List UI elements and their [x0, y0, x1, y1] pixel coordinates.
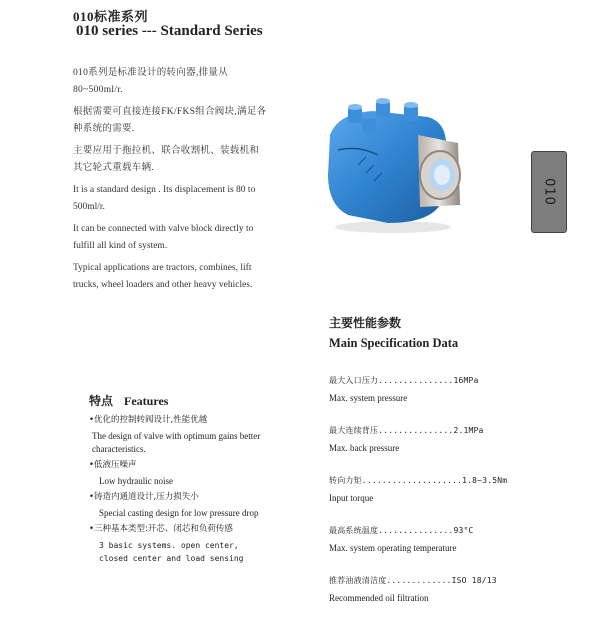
feature-1-en: The design of valve with optimum gains better characteristics. — [92, 431, 261, 454]
features-heading-cn: 特点 — [89, 394, 114, 408]
spec-item — [329, 375, 529, 425]
intro-en-3: Typical applications are tractors, combines, lift trucks, wheel loaders and other heavy vehicles. — [73, 263, 253, 290]
steering-unit-image — [318, 95, 468, 235]
spec-list — [329, 375, 529, 625]
spec-item-en: Max. back pressure — [329, 443, 400, 453]
series-title-cn: 010标准系列 — [73, 9, 149, 24]
series-tab — [531, 151, 567, 233]
feature-4-cn: •三种基本类型:开芯、闭芯和负荷传感 — [89, 524, 233, 534]
features-list — [89, 414, 269, 565]
features-heading-en: Features — [124, 394, 169, 408]
series-tab-label: 010 — [541, 178, 557, 206]
spec-item-en: Max. system operating temperature — [329, 543, 457, 553]
spec-item — [329, 525, 529, 575]
intro-text — [73, 65, 268, 299]
spec-item — [329, 575, 529, 625]
spec-heading-cn: 主要性能参数 — [329, 316, 402, 330]
spec-item-cn: 推荐油液清洁度.............ISO 18/13 — [329, 576, 497, 585]
spec-item-en: Max. system pressure — [329, 393, 408, 403]
feature-3-en: Special casting design for low pressure drop — [99, 508, 259, 518]
spec-item-cn: 转向力矩....................1.8~3.5Nm — [329, 476, 508, 485]
series-title-en: 010 series --- Standard Series — [76, 23, 263, 39]
feature-2-en: Low hydraulic noise — [99, 476, 173, 486]
intro-cn-3: 主要应用于拖拉机、联合收割机、装载机和其它轮式重载车辆. — [73, 146, 260, 173]
spec-heading-en: Main Specification Data — [329, 336, 459, 350]
feature-1-cn: •优化的控制转阀设计,性能优越 — [89, 415, 208, 425]
feature-4-en: 3 basic systems. open center, closed center and load sensing — [99, 541, 244, 563]
spec-item-cn: 最大入口压力...............16MPa — [329, 376, 479, 385]
features-heading — [89, 392, 168, 409]
spec-item-cn: 最高系统温度...............93°C — [329, 526, 474, 535]
spec-item-en: Input torque — [329, 493, 374, 503]
spec-item-en: Recommended oil filtration — [329, 593, 429, 603]
intro-cn-2: 根据需要可直接连接FK/FKS组合阀块,满足各种系统的需要. — [73, 107, 267, 134]
intro-en-2: It can be connected with valve block directly to fulfill all kind of system. — [73, 224, 254, 251]
intro-en-1: It is a standard design . Its displacement is 80 to 500ml/r. — [73, 185, 256, 212]
feature-2-cn: •低液压噪声 — [89, 460, 137, 470]
spec-item — [329, 475, 529, 525]
intro-cn-1: 010系列是标准设计的转向器,排量从80~500ml/r. — [73, 68, 229, 95]
feature-3-cn: •铸造内通道设计,压力损失小 — [89, 492, 199, 502]
spec-item — [329, 425, 529, 475]
spec-item-cn: 最大连续背压...............2.1MPa — [329, 426, 484, 435]
